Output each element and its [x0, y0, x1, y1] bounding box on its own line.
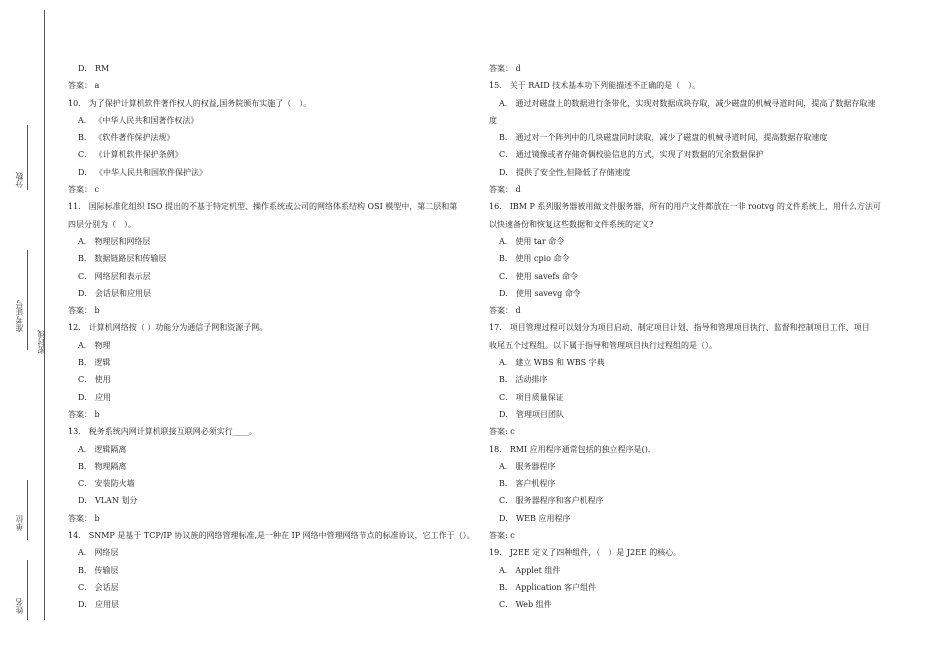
option-line: B． 活动排序 — [499, 375, 548, 385]
exam-no-label: 准考证号 — [15, 300, 24, 332]
option-line: D． RM — [78, 64, 110, 73]
name-line — [27, 560, 28, 620]
question-19: 19． J2EE 定义了四种组件，（ ）是 J2EE 的核心。 — [489, 548, 682, 558]
option-line: B． 物理隔离 — [78, 461, 127, 471]
option-line: A． 使用 tar 命令 — [499, 236, 565, 246]
option-line: A． Applet 组件 — [499, 565, 561, 575]
answer-line: 答案： d — [489, 306, 521, 316]
option-line: C． Web 组件 — [499, 600, 552, 610]
option-line: A． 物理 — [78, 340, 111, 350]
answer-line: 答案： d — [489, 185, 521, 195]
option-line: C． 《计算机软件保护条例》 — [78, 150, 183, 160]
option-line: C． 项目质量保证 — [499, 392, 564, 402]
option-line: C． 服务器程序和客户机程序 — [499, 496, 604, 506]
answer-line: 答案： a — [68, 81, 100, 91]
question-14: 14． SNMP 是基于 TCP/IP 协议族的网络管理标准,是一种在 IP 网络中管理网络节点的标准协议，它工作于（）。 — [68, 531, 475, 541]
option-line: B． 《软件著作保护法规》 — [78, 133, 175, 143]
option-line: A． 通过对磁盘上的数据进行条带化，实现对数据成块存取，减少磁盘的机械寻道时间，提高了数据存取速 — [499, 98, 876, 108]
option-line: D． 会话层和应用层 — [78, 288, 151, 298]
option-line: D． 提供了安全性,但降低了存储速度 — [499, 167, 631, 177]
question-16: 16． IBM P 系列服务器被用做文件服务器，所有的用户文件都放在一非 rootvg 的文件系统上，用什么方法可 — [489, 202, 881, 212]
name-label: 姓名 — [15, 598, 24, 614]
answer-line: 答案: c — [489, 427, 515, 437]
score-line — [27, 125, 28, 190]
question-12: 12． 计算机网络按（ ）功能分为通信子网和资源子网。 — [68, 323, 268, 333]
question-17: 17． 项目管理过程可以划分为项目启动、制定项目计划、指导和管理项目执行、监督和控制项目工作、项目 — [489, 323, 870, 333]
option-cont: 度 — [489, 115, 497, 125]
option-line: B． 客户机程序 — [499, 479, 556, 489]
exam-no-line — [27, 250, 28, 350]
option-line: D． VLAN 划分 — [78, 496, 138, 506]
unit-label: 单位 — [15, 515, 24, 531]
option-line: A． 网络层 — [78, 548, 119, 558]
question-11: 11． 国际标准化组织 ISO 提出的不基于特定机型、操作系统或公司的网络体系结构 OSI 模型中，第二层和第 — [68, 202, 458, 212]
question-16-cont: 以快速备份和恢复这些数据和文件系统的定义? — [489, 219, 654, 229]
option-line: A． 物理层和网络层 — [78, 236, 151, 246]
option-line: D． 应用层 — [78, 600, 119, 610]
option-line: B． 传输层 — [78, 565, 119, 575]
option-line: D． 使用 savevg 命令 — [499, 288, 581, 298]
answer-line: 答案： b — [68, 306, 100, 316]
seal-line-label: 密封线 — [37, 330, 46, 354]
option-line: C． 会话层 — [78, 582, 119, 592]
question-17-cont: 收尾五个过程组。以下属于指导和管理项目执行过程组的是（）。 — [489, 340, 717, 350]
question-15: 15． 关于 RAID 技术基本功下列能描述不正确的是（ ）。 — [489, 81, 701, 91]
right-column — [489, 60, 894, 614]
option-line: D． 《中华人民共和国软件保护法》 — [78, 167, 207, 177]
binding-line — [44, 10, 45, 620]
option-line: C． 网络层和表示层 — [78, 271, 151, 281]
option-line: B． 数据链路层和传输层 — [78, 254, 167, 264]
option-line: B． 使用 cpio 命令 — [499, 254, 570, 264]
answer-line: 答案： b — [68, 513, 100, 523]
question-10: 10． 为了保护计算机软件著作权人的权益,国务院颁布实施了（ ）。 — [68, 98, 312, 108]
option-line: B． 通过对一个阵列中的几块磁盘同时读取，减少了磁盘的机械寻道时间，提高数据存取速度 — [499, 133, 828, 143]
option-line: A． 逻辑隔离 — [78, 444, 127, 454]
option-line: A． 《中华人民共和国著作权法》 — [78, 115, 199, 125]
answer-line: 答案： b — [68, 409, 100, 419]
answer-line: 答案: c — [489, 531, 515, 541]
option-line: C． 通过镜像或者存储奇偶校验信息的方式，实现了对数据的冗余数据保护 — [499, 150, 764, 160]
option-line: D． WEB 应用程序 — [499, 513, 571, 523]
binding-margin — [0, 0, 60, 672]
option-line: B． Application 客户组件 — [499, 582, 597, 592]
left-column — [68, 60, 475, 614]
option-line: C． 使用 savefs 命令 — [499, 271, 578, 281]
option-line: C． 使用 — [78, 375, 111, 385]
answer-line: 答案： c — [68, 185, 100, 195]
option-line: D． 应用 — [78, 392, 111, 402]
option-line: A． 建立 WBS 和 WBS 字典 — [499, 358, 605, 368]
option-line: B． 逻辑 — [78, 358, 111, 368]
score-label: 分数 — [15, 172, 24, 188]
answer-line: 答案： d — [489, 64, 521, 73]
question-13: 13． 税务系统内网计算机联接互联网必须实行____。 — [68, 427, 257, 437]
question-11-cont: 四层分别为（ ）。 — [68, 219, 136, 229]
unit-line — [27, 480, 28, 540]
option-line: C． 安装防火墙 — [78, 479, 135, 489]
option-line: A． 服务器程序 — [499, 461, 556, 471]
question-18: 18． RMI 应用程序通常包括的独立程序是()． — [489, 444, 656, 454]
option-line: D． 管理项目团队 — [499, 409, 564, 419]
